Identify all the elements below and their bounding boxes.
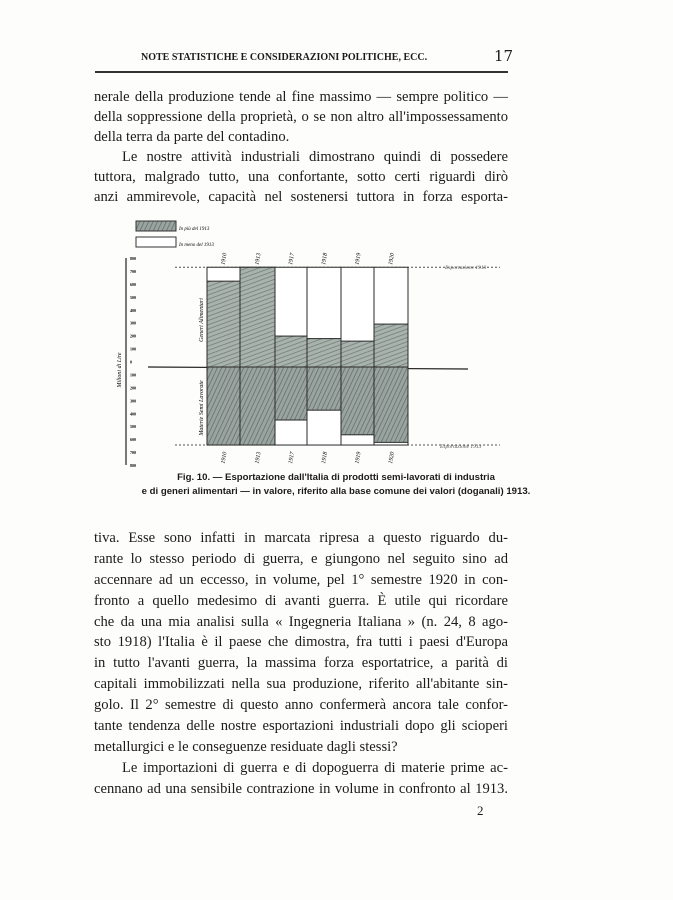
y-tick-label: 100 [130, 346, 136, 352]
y-tick-label: 200 [130, 385, 136, 391]
category-label-top: 1920 [388, 252, 397, 266]
y-tick-label: 300 [130, 320, 136, 326]
y-tick-label: 200 [130, 333, 136, 339]
bar-lower-1918 [307, 367, 341, 410]
text-line: che da una mia analisi sulla « Ingegneria Italiana » (n. 24, 8 ago- [94, 613, 508, 630]
y-tick-label: 100 [130, 372, 136, 378]
series-label-lower: Materie Semi Lavorate [199, 380, 205, 436]
text-line: della terra da parte del contadino. [94, 129, 290, 145]
bar-upper-1917 [275, 336, 307, 367]
text-line: capitali immobilizzati nella sua produzione, riferito all'abitante sin- [94, 676, 508, 693]
category-label-bottom: 1919 [354, 451, 363, 465]
category-label-bottom: 1918 [321, 451, 330, 465]
text-line: tuttora, malgrado tutto, una confortante, sotto certi riguardi dirò [94, 169, 508, 185]
category-label-bottom: 1920 [388, 451, 397, 465]
legend-label-hatched: In più del 1913 [179, 227, 210, 232]
category-label-bottom: 1917 [288, 451, 297, 465]
text-line: tante tendenza delle nostre esportazioni industriali dopo gli scioperi [94, 718, 508, 735]
text-line: metallurgici e le conseguenze residuate dagli stessi? [94, 738, 398, 755]
text-line: anzi ammirevole, capacità nel sostenersi tuttora in forza esporta- [94, 189, 508, 205]
bar-lower-1919 [341, 367, 374, 435]
y-tick-label: 600 [130, 281, 136, 287]
y-tick-label: 700 [130, 450, 136, 456]
signature-mark: 2 [477, 803, 484, 818]
bar-upper-1910 [207, 281, 240, 367]
text-line: Le importazioni di guerra e di dopoguerra di materie prime ac- [122, 759, 508, 776]
text-line: accennare ad un eccesso, in volume, pel 1° semestre 1920 in con- [94, 571, 508, 588]
category-label-top: 1913 [254, 252, 263, 266]
y-tick-label: 500 [130, 294, 136, 300]
text-line: fronto a quello medesimo di avanti guerra. È utile qui ricordare [94, 592, 508, 609]
bar-lower-1913 [240, 367, 275, 445]
caption-line-2: e di generi alimentari — in valore, riferito alla base comune dei valori (doganali) 1913. [141, 486, 531, 497]
y-tick-label: 500 [130, 424, 136, 430]
bar-upper-1920 [374, 324, 408, 367]
text-line: golo. Il 2° semestre di questo anno confermerà ancora tale confor- [94, 697, 508, 714]
figure-caption [66, 471, 606, 499]
y-tick-label: 400 [130, 307, 136, 313]
y-tick-label: 400 [130, 411, 136, 417]
running-header: NOTE STATISTICHE E CONSIDERAZIONI POLITICHE, ECC. [141, 52, 428, 63]
category-label-top: 1910 [220, 252, 229, 266]
body-text-bottom [94, 528, 508, 800]
text-line: rante lo stesso periodo di guerra, e giungono nel seguito sino ad [94, 550, 508, 567]
y-axis-label: Milioni di Lire [117, 352, 123, 388]
bar-upper-1919 [341, 341, 374, 367]
bar-lower-1920 [374, 367, 408, 442]
caption-line-1: Fig. 10. — Esportazione dall'Italia di prodotti semi-lavorati di industria [177, 472, 495, 483]
text-line: cennano ad una sensibile contrazione in volume in confronto al 1913. [94, 780, 508, 797]
y-tick-label: 800 [130, 256, 136, 261]
text-line: sto 1918) l'Italia è il paese che dimostra, fra tutti i paesi d'Europa [94, 634, 508, 651]
text-line: tiva. Esse sono infatti in marcata ripresa a questo riguardo du- [94, 530, 508, 546]
bar-upper-1918 [307, 339, 341, 367]
page-number: 17 [494, 47, 514, 65]
y-tick-label: 700 [130, 268, 136, 274]
legend-swatch-white [136, 237, 176, 247]
bar-upper-1913 [240, 267, 275, 367]
y-tick-label: 800 [130, 463, 136, 468]
series-label-upper: Generi Alimentari [199, 298, 205, 342]
text-line: nerale della produzione tende al fine massimo — sempre politico — [94, 89, 508, 105]
text-line: Le nostre attività industriali dimostrano quindi di possedere [122, 149, 508, 165]
category-label-bottom: 1913 [254, 451, 263, 465]
reference-label-upper: Esportazione 1913 [445, 265, 487, 271]
y-tick-label: 300 [130, 398, 136, 404]
text-line: della soppressione della proprietà, o se non altro all'impossessamento [94, 109, 508, 125]
bar-lower-1917 [275, 367, 307, 420]
y-tick-label: 600 [130, 437, 136, 443]
bar-lower-1910 [207, 367, 240, 445]
reference-label-lower: Esportazione 1913 [440, 444, 482, 450]
legend-swatch-hatched [136, 221, 176, 231]
category-label-top: 1919 [354, 252, 363, 266]
category-label-top: 1918 [321, 252, 330, 266]
text-line: in tutto l'avanti guerra, la massima forza esportatrice, a parità di [94, 655, 508, 672]
y-tick-label: 0 [130, 359, 132, 365]
legend-label-white: In meno del 1913 [179, 243, 214, 248]
category-label-top: 1917 [288, 252, 297, 266]
category-label-bottom: 1910 [220, 451, 229, 465]
